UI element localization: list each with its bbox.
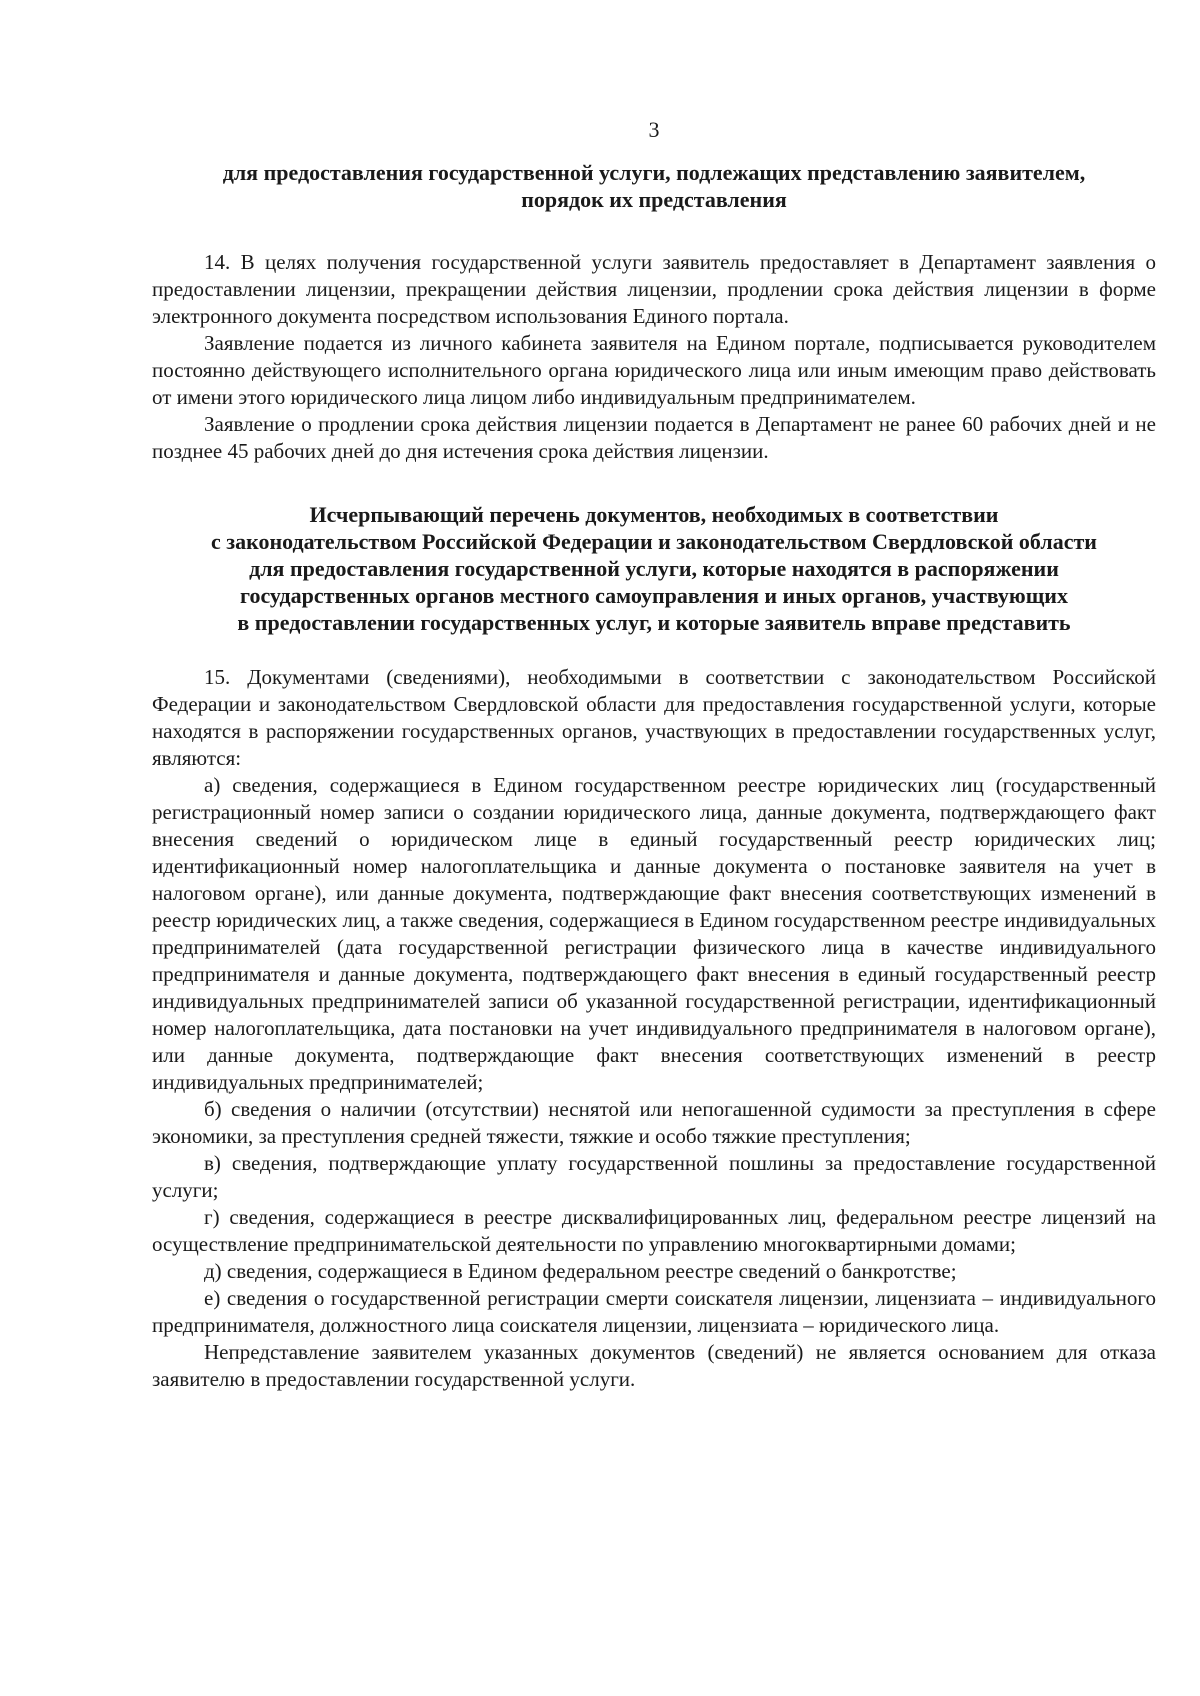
- paragraph: Заявление подается из личного кабинета заявителя на Едином портале, подписывается руководителем постоянно действующего исполнительного органа юридического лица или иным имеющим право действовать от имени этого юридического лица лицом либо индивидуальным предпринимателем.: [152, 331, 1156, 409]
- heading-line: в предоставлении государственных услуг, и которые заявитель вправе представить: [237, 610, 1071, 635]
- list-item-a: а) сведения, содержащиеся в Едином государственном реестре юридических лиц (государственный регистрационный номер записи о создании юридического лица, данные документа, подтверждающего факт внесения сведений о юридическом лице в единый государственный реестр юридических лиц; идентификационный номер налогоплательщика и данные документа о постановке заявителя на учет в налоговом органе), или данные документа, подтверждающие факт внесения соответствующих изменений в реестр юридических лиц, а также сведения, содержащиеся в Едином государственном реестре индивидуальных предпринимателей (дата государственной регистрации физического лица в качестве индивидуального предпринимателя и данные документа, подтверждающего факт внесения в единый государственный реестр индивидуальных предпринимателей записи об указанной государственной регистрации, идентификационный номер налогоплательщика, дата постановки на учет индивидуального предпринимателя в налоговом органе), или данные документа, подтверждающие факт внесения соответствующих изменений в реестр индивидуальных предпринимателей;: [152, 773, 1156, 1094]
- paragraph-15: 15. Документами (сведениями), необходимыми в соответствии с законодательством Российской Федерации и законодательством Свердловской области для предоставления государственной услуги, которые находятся в распоряжении государственных органов, участвующих в предоставлении государственных услуг, являются:: [152, 665, 1156, 770]
- section-heading-2: [152, 501, 1156, 636]
- paragraph: Заявление о продлении срока действия лицензии подается в Департамент не ранее 60 рабочих дней и не позднее 45 рабочих дней до дня истечения срока действия лицензии.: [152, 412, 1156, 463]
- document-page: [152, 116, 1156, 1393]
- list-item-v: в) сведения, подтверждающие уплату государственной пошлины за предоставление государственной услуги;: [152, 1151, 1156, 1202]
- page-number: 3: [648, 117, 660, 142]
- heading-line: государственных органов местного самоуправления и иных органов, участвующих: [240, 583, 1068, 608]
- list-item-g: г) сведения, содержащиеся в реестре дисквалифицированных лиц, федеральном реестре лицензий на осуществление предпринимательской деятельности по управлению многоквартирными домами;: [152, 1205, 1156, 1256]
- heading-line: для предоставления государственной услуги, которые находятся в распоряжении: [249, 556, 1059, 581]
- heading-line: порядок их представления: [521, 187, 787, 212]
- paragraph-14: 14. В целях получения государственной услуги заявитель предоставляет в Департамент заявления о предоставлении лицензии, прекращении действия лицензии, продлении срока действия лицензии в форме электронного документа посредством использования Единого портала.: [152, 250, 1156, 328]
- heading-line: для предоставления государственной услуги, подлежащих представлению заявителем,: [222, 160, 1086, 185]
- heading-line: с законодательством Российской Федерации и законодательством Свердловской области: [211, 529, 1097, 554]
- section-heading-top: [152, 159, 1156, 213]
- section-1-body: [152, 249, 1156, 465]
- paragraph-closing: Непредставление заявителем указанных документов (сведений) не является основанием для отказа заявителю в предоставлении государственной услуги.: [152, 1340, 1156, 1391]
- list-item-e: е) сведения о государственной регистрации смерти соискателя лицензии, лицензиата – индивидуального предпринимателя, должностного лица соискателя лицензии, лицензиата – юридического лица.: [152, 1286, 1156, 1337]
- list-item-d: д) сведения, содержащиеся в Едином федеральном реестре сведений о банкротстве;: [204, 1259, 957, 1283]
- section-2-body: [152, 664, 1156, 1393]
- list-item-b: б) сведения о наличии (отсутствии) неснятой или непогашенной судимости за преступления в сфере экономики, за преступления средней тяжести, тяжкие и особо тяжкие преступления;: [152, 1097, 1156, 1148]
- heading-line: Исчерпывающий перечень документов, необходимых в соответствии: [309, 502, 999, 527]
